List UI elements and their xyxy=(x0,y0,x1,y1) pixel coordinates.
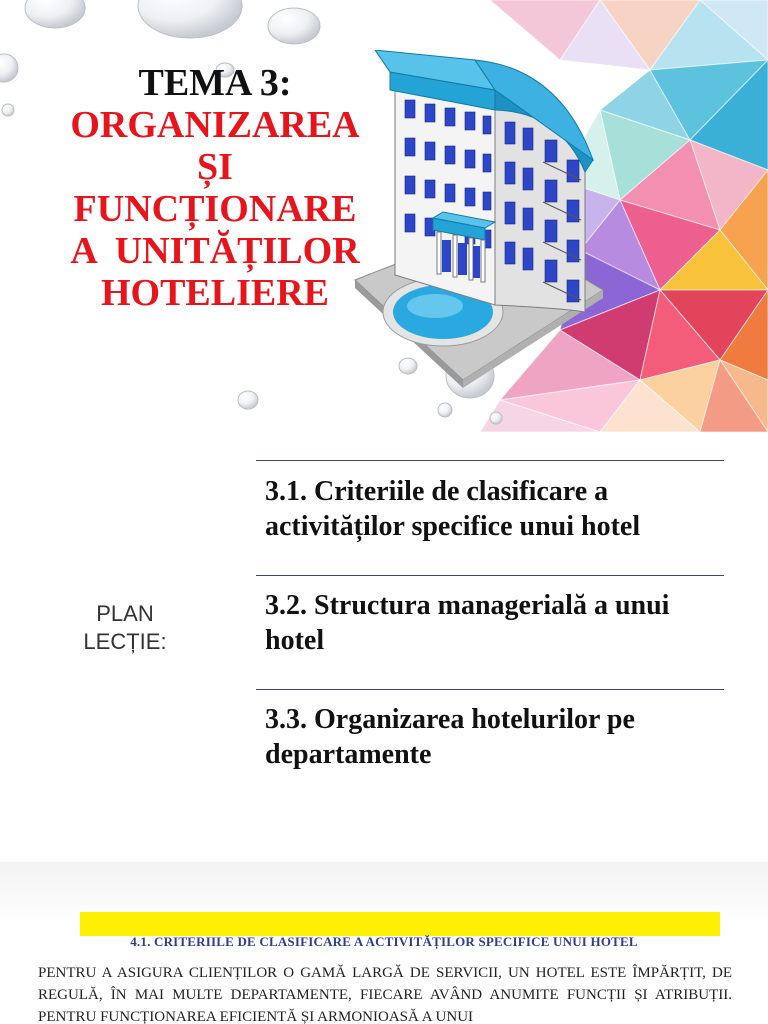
subtitle-line-2: ȘI xyxy=(197,146,233,188)
slide-title: TEMA 3: xyxy=(138,62,292,104)
section-heading: 4.1. CRITERIILE DE CLASIFICARE A ACTIVITĂȚILOR SPECIFICE UNUI HOTEL xyxy=(130,934,638,949)
hotel-building-illustration xyxy=(345,50,605,390)
subtitle-line-4: A UNITĂȚILOR xyxy=(70,230,360,272)
divider-line xyxy=(256,460,724,461)
content-slide xyxy=(0,862,768,1024)
section-body-text: PENTRU A ASIGURA CLIENȚILOR O GAMĂ LARGĂ DE SERVICII, UN HOTEL ESTE ÎMPĂRȚIT, DE REGULĂ, ÎN MAI MULTE DEPARTAMENTE, FIECARE AVÂND ANUMITE FUNCȚII ȘI ATRIBUȚII. PENTRU FUNCȚIONAREA EFICIENTĂ ȘI ARMONIOASĂ A UNUI xyxy=(38,965,732,1024)
plan-item-3-1: 3.1. Criteriile de clasificare a activităților specifice unui hotel xyxy=(265,476,641,542)
heading-highlight xyxy=(80,912,720,936)
lesson-plan-slide xyxy=(0,432,768,862)
divider-line xyxy=(256,575,724,576)
plan-item-3-2: 3.2. Structura managerială a unui hotel xyxy=(265,590,670,656)
subtitle-line-3: FUNCȚIONARE xyxy=(73,188,357,230)
title-slide xyxy=(0,0,768,432)
subtitle-line-5: HOTELIERE xyxy=(100,272,330,314)
plan-label: PLAN LECȚIE: xyxy=(83,601,167,654)
divider-line xyxy=(256,689,724,690)
subtitle-line-1: ORGANIZAREA xyxy=(70,104,360,146)
plan-item-3-3: 3.3. Organizarea hotelurilor pe departamente xyxy=(265,704,635,770)
